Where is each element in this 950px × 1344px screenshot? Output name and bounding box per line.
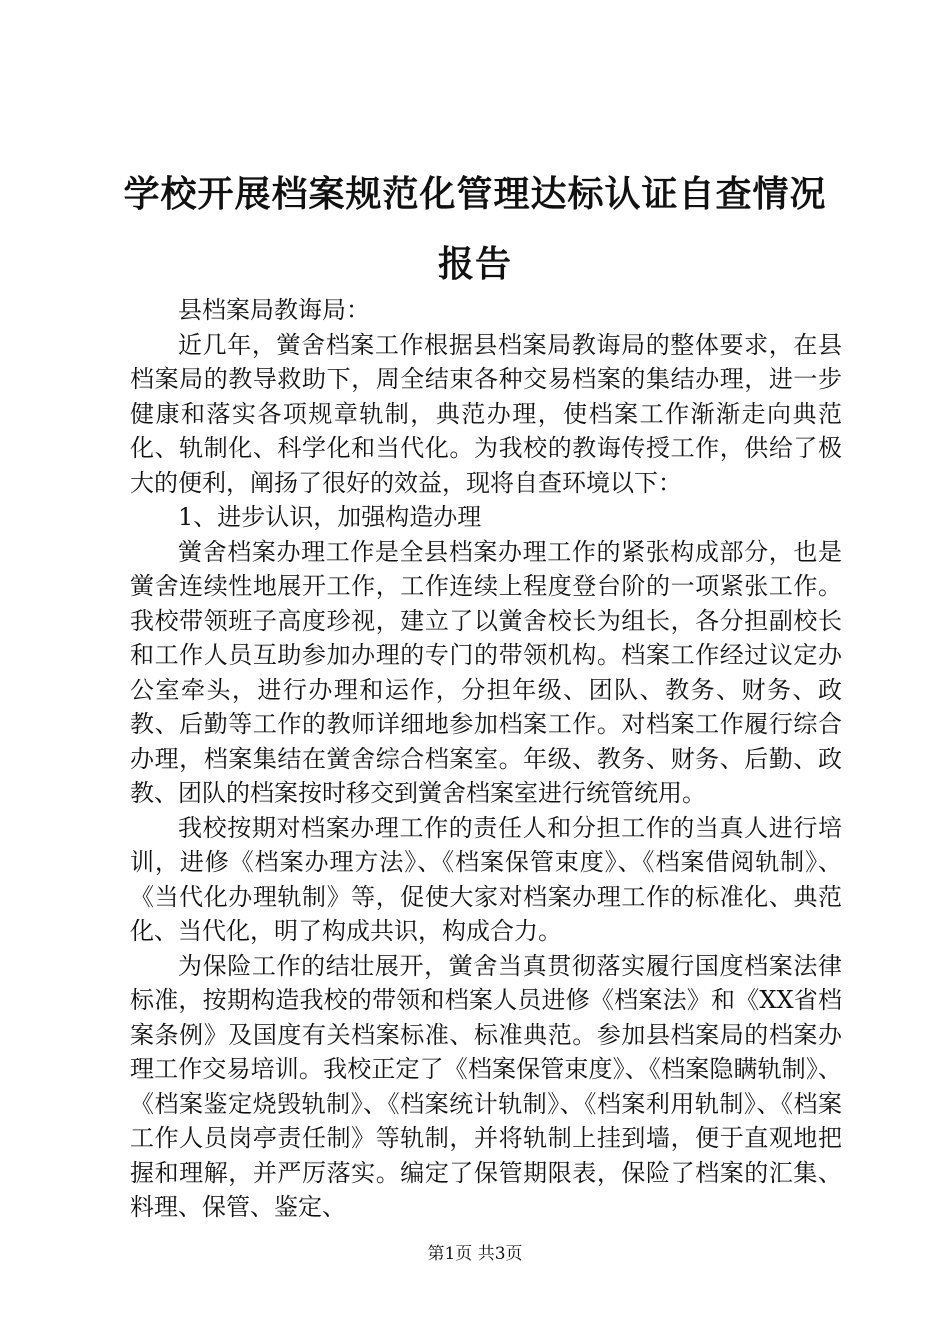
body-paragraph-regulations: 为保险工作的结壮展开，黉舍当真贯彻落实履行国度档案法律标准，按期构造我校的带领和档案人员进修《档案法》和《XX省档案条例》及国度有关档案标准、标准典范。参加县档案局的档案办理工作交易培训。我校正定了《档案保管束度》、《档案隐瞒轨制》、《档案鉴定烧毁轨制》、《档案统计轨制》、《档案利用轨制》、《档案工作人员岗亭责任制》等轨制，并将轨制上挂到墙，便于直观地把握和理解，并严厉落实。编定了保管期限表，保险了档案的汇集、料理、保管、鉴定、	[130, 951, 842, 1221]
body-paragraph-intro: 近几年，黉舍档案工作根据县档案局教诲局的整体要求，在县档案局的教导救助下，周全结束各种交易档案的集结办理，进一步健康和落实各项规章轨制，典范办理，使档案工作渐渐走向典范化、轨制化、科学化和当代化。为我校的教诲传授工作，供给了极大的便利，阐扬了很好的效益，现将自查环境以下：	[130, 330, 842, 497]
document-title: 学校开展档案规范化管理达标认证自查情况报告	[123, 174, 827, 285]
page-footer: 第1页 共3页	[427, 1244, 523, 1264]
salutation: 县档案局教诲局：	[178, 296, 370, 324]
section-heading-1: 1、进步认识，加强构造办理	[178, 503, 482, 531]
body-paragraph-training: 我校按期对档案办理工作的责任人和分担工作的当真人进行培训，进修《档案办理方法》、《档案保管束度》、《档案借阅轨制》、《当代化办理轨制》等，促使大家对档案办理工作的标准化、典范化、当代化，明了构成共识，构成合力。	[130, 813, 842, 945]
body-paragraph-organization: 黉舍档案办理工作是全县档案办理工作的紧张构成部分，也是黉舍连续性地展开工作，工作连续上程度登台阶的一项紧张工作。我校带领班子高度珍视，建立了以黉舍校长为组长，各分担副校长和工作人员互助参加办理的专门的带领机构。档案工作经过议定办公室牵头，进行办理和运作，分担年级、团队、教务、财务、政教、后勤等工作的教师详细地参加档案工作。对档案工作履行综合办理，档案集结在黉舍综合档案室。年级、教务、财务、后勤、政教、团队的档案按时移交到黉舍档案室进行统管统用。	[130, 537, 842, 807]
document-body	[130, 293, 842, 1225]
